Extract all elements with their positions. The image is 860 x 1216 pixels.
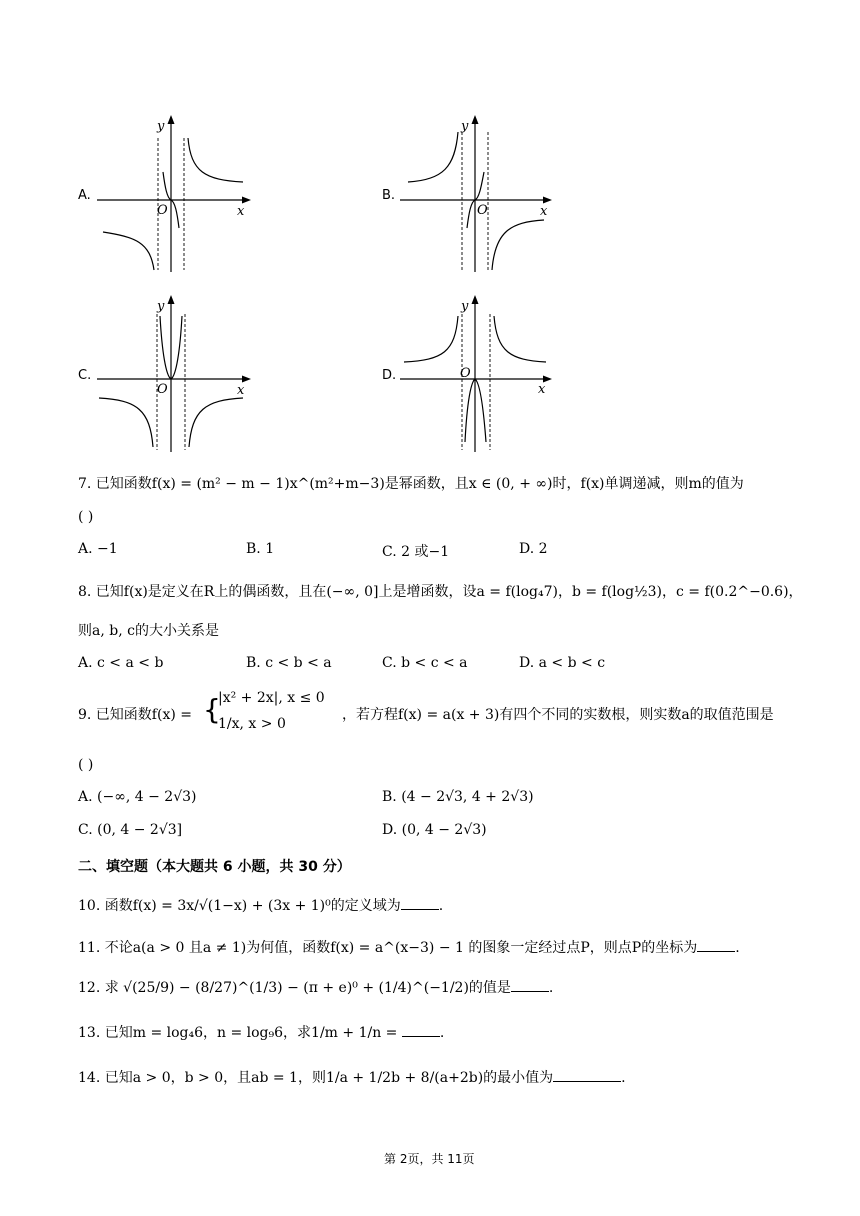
graph-d bbox=[398, 292, 558, 454]
q9-piece-2: 1/x, x > 0 bbox=[218, 716, 286, 732]
q8-option-a: A. c < a < b bbox=[78, 655, 164, 671]
question-7-paren: ( ) bbox=[78, 509, 94, 525]
question-7-text: 7. 已知函数f(x) = (m² − m − 1)x^(m²+m−3)是幂函数，且x ∈ (0, + ∞)时，f(x)单调递减，则m的值为 bbox=[78, 476, 744, 492]
q7-option-a: A. −1 bbox=[78, 541, 118, 557]
answer-blank bbox=[402, 1036, 440, 1037]
origin-label: O bbox=[157, 203, 168, 218]
x-axis-label: x bbox=[237, 204, 245, 219]
q7-option-d: D. 2 bbox=[519, 541, 548, 557]
y-axis-label: y bbox=[157, 119, 165, 134]
q9-piece-1: |x² + 2x|, x ≤ 0 bbox=[218, 690, 325, 706]
graph-c bbox=[95, 292, 255, 454]
svg-text:x: x bbox=[540, 204, 548, 219]
q7-option-b: B. 1 bbox=[246, 541, 275, 557]
graph-d-label: D. bbox=[382, 368, 397, 383]
graph-b-label: B. bbox=[382, 188, 396, 203]
q9-option-d: D. (0, 4 − 2√3) bbox=[382, 822, 487, 838]
q9-option-c: C. (0, 4 − 2√3] bbox=[78, 822, 183, 838]
graph-a bbox=[95, 112, 255, 274]
q8-option-b: B. c < b < a bbox=[246, 655, 332, 671]
svg-text:y: y bbox=[461, 119, 469, 134]
question-10-text: 10. 函数f(x) = 3x/√(1−x) + (3x + 1)⁰的定义域为 bbox=[78, 898, 401, 914]
question-12: 12. 求 √(25/9) − (8/27)^(1/3) − (π + e)⁰ + (1/4)^(−1/2)的值是 . bbox=[78, 980, 554, 996]
page-footer: 第 2页，共 11页 bbox=[384, 1152, 475, 1166]
x-axis-arrow bbox=[242, 197, 251, 204]
q8-option-c: C. b < c < a bbox=[382, 655, 468, 671]
graph-c-label: C. bbox=[78, 368, 92, 383]
question-14: 14. 已知a > 0，b > 0，且ab = 1，则1/a + 1/2b + 8/(a+2b)的最小值为 . bbox=[78, 1070, 626, 1086]
svg-text:O: O bbox=[460, 366, 471, 381]
question-13: 13. 已知m = log₄6，n = log₉6，求1/m + 1/n = . bbox=[78, 1025, 445, 1041]
question-11-text: 11. 不论a(a > 0 且a ≠ 1)为何值，函数f(x) = a^(x−3) − 1 的图象一定经过点P，则点P的坐标为 bbox=[78, 940, 698, 956]
section-2-title: 二、填空题（本大题共 6 小题，共 30 分） bbox=[78, 859, 351, 875]
question-8-text: 8. 已知f(x)是定义在R上的偶函数，且在(−∞, 0]上是增函数，设a = f(log₄7)，b = f(log½3)，c = f(0.2^−0.6)， bbox=[78, 584, 803, 600]
graph-a-label: A. bbox=[78, 188, 91, 203]
graph-b bbox=[398, 112, 558, 274]
svg-text:y: y bbox=[157, 299, 165, 314]
question-14-text: 14. 已知a > 0，b > 0，且ab = 1，则1/a + 1/2b + 8/(a+2b)的最小值为 bbox=[78, 1070, 554, 1086]
curve-left bbox=[103, 232, 154, 270]
question-9-text-pre: 9. 已知函数f(x) = bbox=[78, 707, 192, 723]
curve-right bbox=[188, 138, 243, 182]
answer-blank bbox=[553, 1081, 621, 1082]
question-13-text: 13. 已知m = log₄6，n = log₉6，求1/m + 1/n = bbox=[78, 1025, 398, 1041]
svg-text:O: O bbox=[477, 203, 488, 218]
answer-blank bbox=[401, 909, 439, 910]
y-axis-arrow bbox=[168, 115, 175, 124]
question-9-paren: ( ) bbox=[78, 757, 94, 773]
q8-option-d: D. a < b < c bbox=[519, 655, 606, 671]
svg-text:x: x bbox=[538, 382, 546, 397]
question-8-text2: 则a, b, c的大小关系是 bbox=[78, 623, 219, 639]
question-12-text: 12. 求 √(25/9) − (8/27)^(1/3) − (π + e)⁰ + (1/4)^(−1/2)的值是 bbox=[78, 980, 511, 996]
svg-text:O: O bbox=[157, 382, 168, 397]
question-9-text-post: ，若方程f(x) = a(x + 3)有四个不同的实数根，则实数a的取值范围是 bbox=[342, 707, 774, 723]
answer-blank bbox=[697, 951, 735, 952]
svg-text:y: y bbox=[461, 299, 469, 314]
q7-option-c: C. 2 或−1 bbox=[382, 544, 450, 560]
q9-option-a: A. (−∞, 4 − 2√3) bbox=[78, 789, 197, 805]
svg-text:x: x bbox=[237, 383, 245, 398]
q9-option-b: B. (4 − 2√3, 4 + 2√3) bbox=[382, 789, 534, 805]
question-10: 10. 函数f(x) = 3x/√(1−x) + (3x + 1)⁰的定义域为 . bbox=[78, 898, 444, 914]
q9-brace: { bbox=[203, 693, 221, 726]
answer-blank bbox=[511, 991, 549, 992]
question-11: 11. 不论a(a > 0 且a ≠ 1)为何值，函数f(x) = a^(x−3) − 1 的图象一定经过点P，则点P的坐标为 . bbox=[78, 940, 740, 956]
